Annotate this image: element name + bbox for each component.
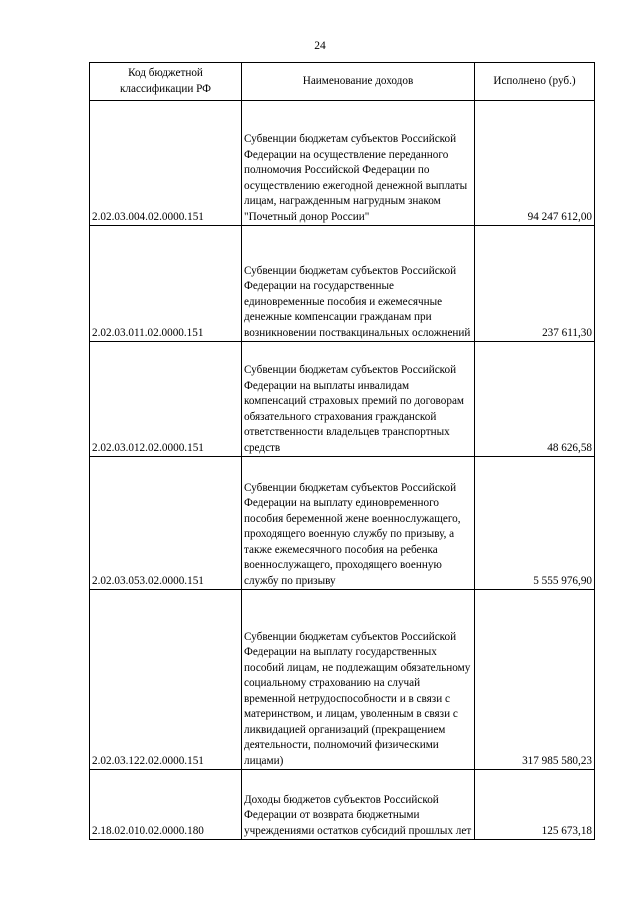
revenue-name-cell: Доходы бюджетов субъектов Российской Федерации от возврата бюджетными учреждениями остатков субсидий прошлых лет [242,770,475,840]
amount-cell: 125 673,18 [475,770,595,840]
budget-code-cell: 2.02.03.011.02.0000.151 [90,226,242,342]
budget-code-cell: 2.02.03.053.02.0000.151 [90,457,242,590]
revenue-name-cell: Субвенции бюджетам субъектов Российской Федерации на выплаты инвалидам компенсаций страховых премий по договорам обязательного страхования гражданской ответственности владельцев транспортных средств [242,342,475,457]
amount-cell: 237 611,30 [475,226,595,342]
table-row [90,590,595,770]
table-row [90,457,595,590]
table-header-row [90,63,595,101]
table-row [90,770,595,840]
table-row [90,101,595,226]
budget-code-cell: 2.02.03.004.02.0000.151 [90,101,242,226]
revenue-name-cell: Субвенции бюджетам субъектов Российской Федерации на выплату государственных пособий лицам, не подлежащим обязательному социальному страхованию на случай временной нетрудоспособности и в связи с материнством, и лицам, уволенным в связи с ликвидацией организаций (прекращением деятельности, полномочий физическими лицами) [242,590,475,770]
revenue-name-cell: Субвенции бюджетам субъектов Российской Федерации на выплату единовременного пособия беременной жене военнослужащего, проходящего военную службу по призыву, а также ежемесячного пособия на ребенка военнослужащего, проходящего военную службу по призыву [242,457,475,590]
amount-cell: 94 247 612,00 [475,101,595,226]
revenue-name-cell: Субвенции бюджетам субъектов Российской Федерации на государственные единовременные пособия и ежемесячные денежные компенсации гражданам при возникновении поствакцинальных осложнений [242,226,475,342]
header-name: Наименование доходов [242,63,475,101]
budget-code-cell: 2.02.03.012.02.0000.151 [90,342,242,457]
table-row [90,342,595,457]
revenue-name-cell: Субвенции бюджетам субъектов Российской Федерации на осуществление переданного полномочия Российской Федерации по осуществлению ежегодной денежной выплаты лицам, награжденным нагрудным знаком "Почетный донор России" [242,101,475,226]
amount-cell: 317 985 580,23 [475,590,595,770]
amount-cell: 48 626,58 [475,342,595,457]
budget-code-cell: 2.02.03.122.02.0000.151 [90,590,242,770]
page-number: 24 [314,40,326,52]
amount-cell: 5 555 976,90 [475,457,595,590]
table-row [90,226,595,342]
budget-code-cell: 2.18.02.010.02.0000.180 [90,770,242,840]
header-code: Код бюджетной классификации РФ [90,63,242,101]
revenue-table [89,62,595,840]
header-amount: Исполнено (руб.) [475,63,595,101]
